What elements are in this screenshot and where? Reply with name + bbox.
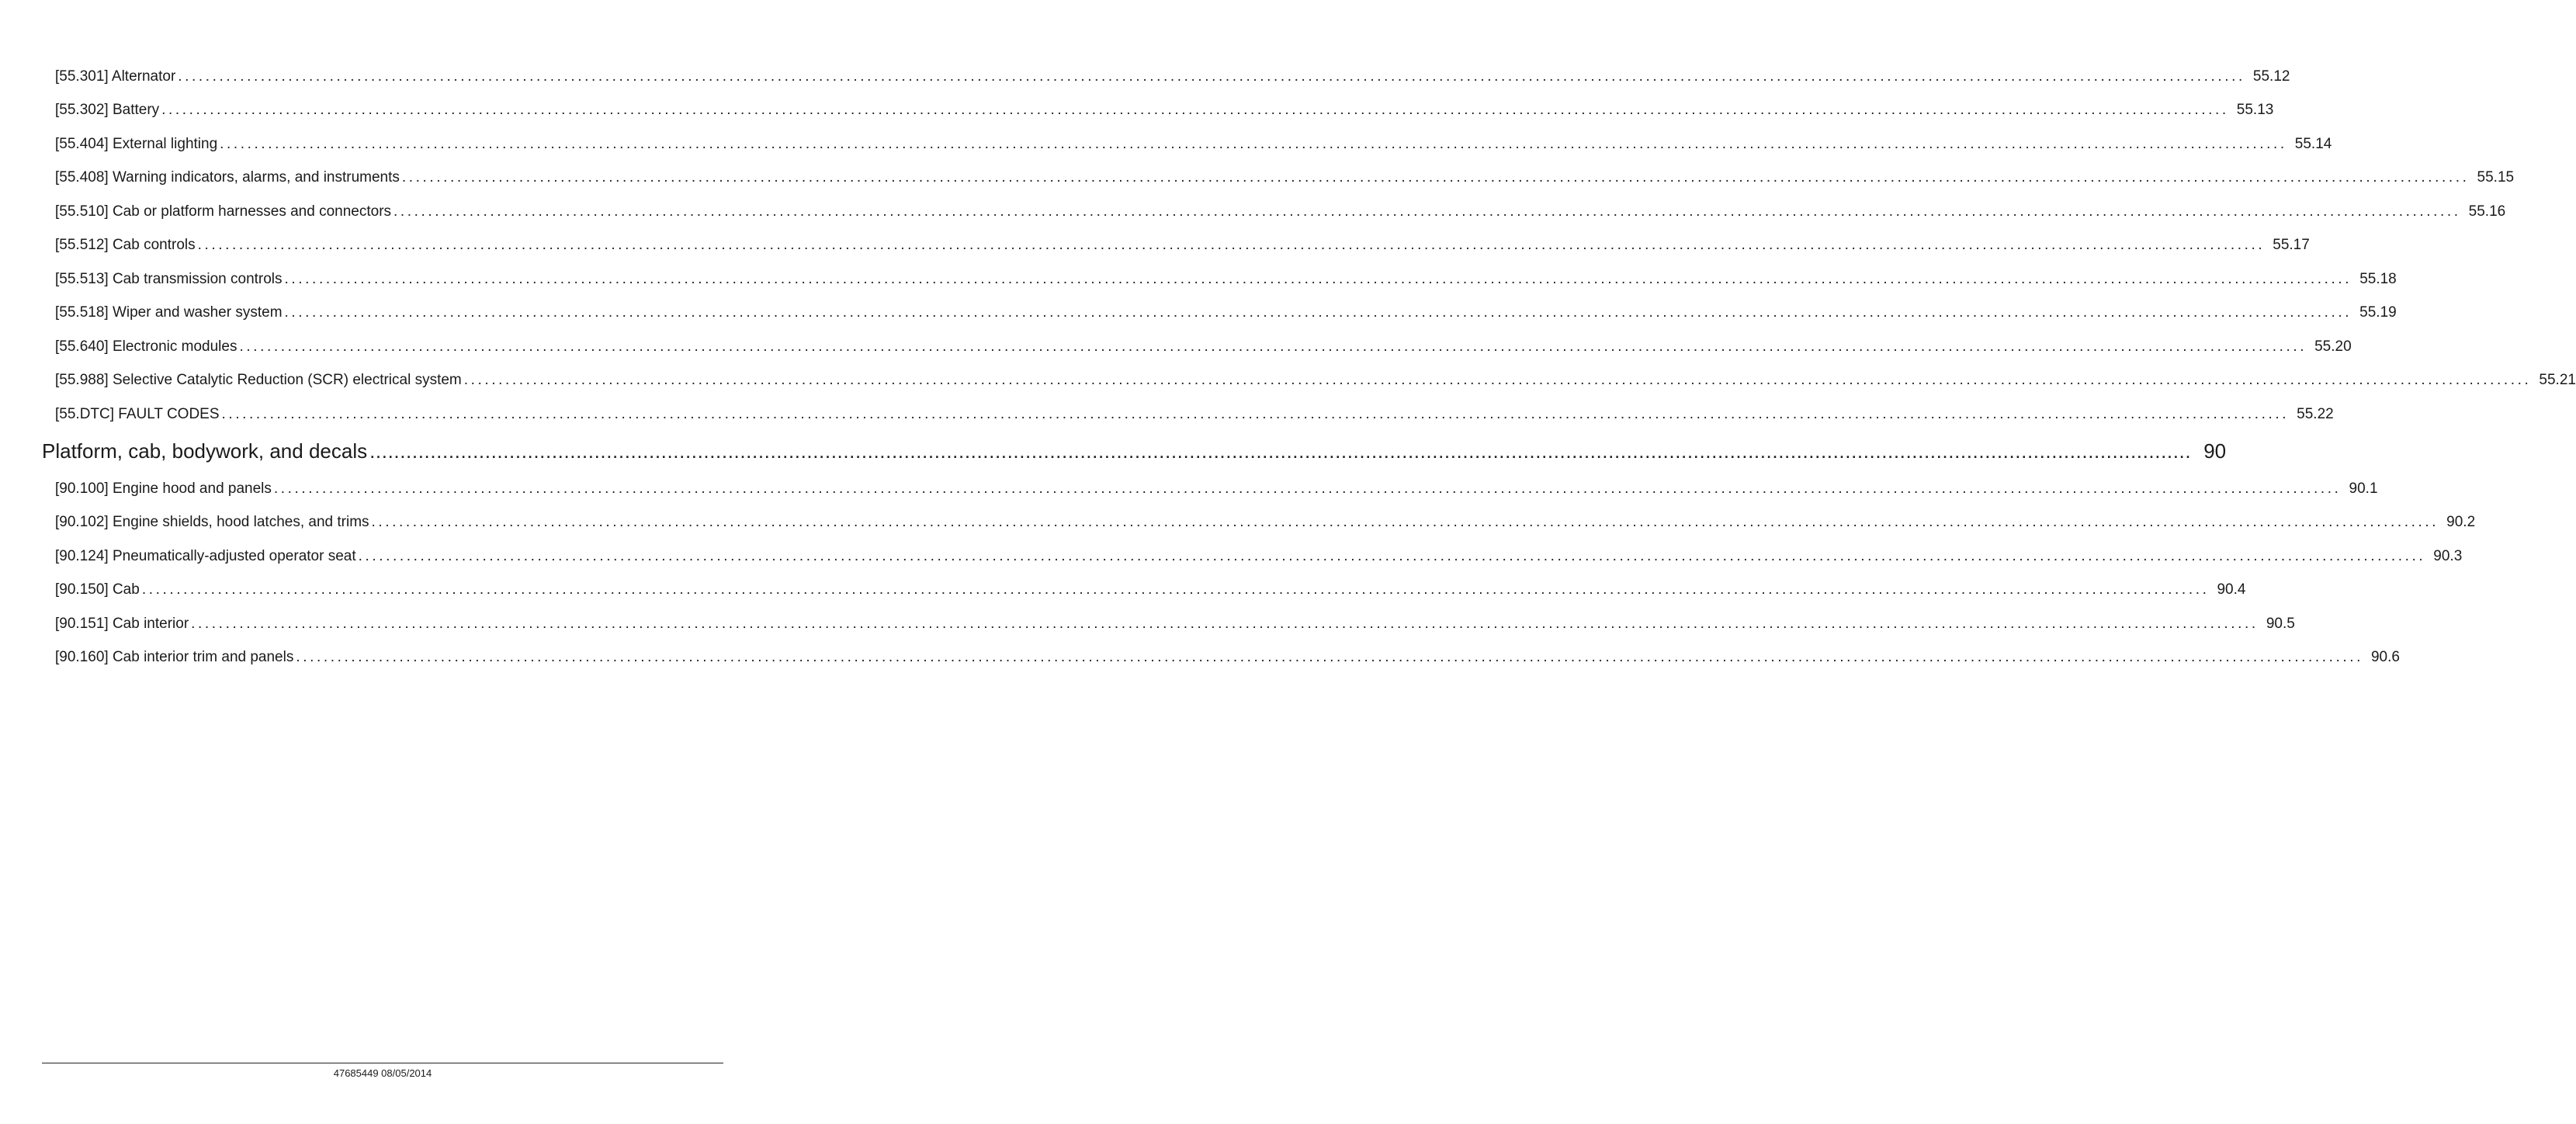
toc-entry[interactable]: [55, 514, 2476, 531]
toc-entry[interactable]: [55, 304, 2397, 321]
toc-entry[interactable]: [55, 480, 2378, 498]
toc-entry-title: [55.408] Warning indicators, alarms, and instruments: [55, 169, 400, 186]
footer-document-id: 47685449 08/05/2014: [333, 1067, 432, 1079]
toc-entry-title: Platform, cab, bodywork, and decals: [42, 439, 368, 463]
toc-dot-leader: ............................................................................................................................................................................................................................................................................................................: [221, 406, 2290, 422]
toc-dot-leader: ............................................................................................................................................................................................................................................................................................................: [197, 237, 2266, 253]
toc-entry[interactable]: [55, 203, 2506, 220]
toc-dot-leader: ............................................................................................................................................................................................................................................................................................................: [463, 372, 2532, 388]
toc-dot-leader: ............................................................................................................................................................................................................................................................................................................: [394, 203, 2461, 220]
toc-entry-page-number: 55.14: [2294, 136, 2332, 152]
toc-entry-page-number: 55.18: [2359, 271, 2397, 287]
toc-entry-page-number: 90.4: [2217, 581, 2246, 598]
toc-entry-page-number: 90.1: [2349, 480, 2378, 497]
toc-entry-title: [55.DTC] FAULT CODES: [55, 406, 220, 422]
toc-entry-page-number: 55.13: [2236, 102, 2274, 118]
toc-entry[interactable]: [55, 136, 2332, 153]
toc-dot-leader: ............................................................................................................................................................................................................................................................................................................: [239, 338, 2307, 355]
toc-entry[interactable]: [55, 68, 2290, 85]
toc-entry[interactable]: [55, 616, 2295, 633]
toc-entry[interactable]: [55, 102, 2274, 119]
toc-dot-leader: ............................................................................................................................................................................................................................................................................................................: [369, 439, 2192, 463]
toc-entry-title: [55.513] Cab transmission controls: [55, 271, 283, 287]
toc-dot-leader: ............................................................................................................................................................................................................................................................................................................: [141, 581, 2210, 598]
toc-entry-title: [55.988] Selective Catalytic Reduction (SCR) electrical system: [55, 372, 462, 388]
toc-entry-title: [90.160] Cab interior trim and panels: [55, 649, 294, 665]
toc-entry[interactable]: [55, 271, 2397, 288]
toc-dot-leader: ............................................................................................................................................................................................................................................................................................................: [401, 169, 2470, 186]
toc-entry-page-number: 90.2: [2446, 514, 2476, 530]
toc-entry-page-number: 55.16: [2468, 203, 2506, 220]
toc-entry-title: [90.151] Cab interior: [55, 616, 189, 632]
toc-dot-leader: ............................................................................................................................................................................................................................................................................................................: [296, 649, 2363, 665]
toc-dot-leader: ............................................................................................................................................................................................................................................................................................................: [284, 304, 2352, 321]
toc-entry[interactable]: [55, 581, 2246, 598]
toc-entry-page-number: 90.5: [2266, 616, 2295, 632]
toc-entry-page-number: 55.19: [2359, 304, 2397, 321]
toc-entry-title: [55.301] Alternator: [55, 68, 176, 85]
toc-dot-leader: ............................................................................................................................................................................................................................................................................................................: [273, 480, 2342, 497]
toc-entry-title: [55.518] Wiper and washer system: [55, 304, 283, 321]
toc-entry-title: [90.102] Engine shields, hood latches, and trims: [55, 514, 369, 530]
toc-entry-page-number: 55.21: [2539, 372, 2576, 388]
toc-dot-leader: ............................................................................................................................................................................................................................................................................................................: [161, 102, 2229, 118]
toc-dot-leader: ............................................................................................................................................................................................................................................................................................................: [371, 514, 2439, 530]
toc-dot-leader: ............................................................................................................................................................................................................................................................................................................: [191, 616, 2259, 632]
toc-entry-page-number: 55.15: [2477, 169, 2515, 186]
toc-dot-leader: ............................................................................................................................................................................................................................................................................................................: [358, 548, 2426, 564]
toc-entry-page-number: 55.20: [2314, 338, 2352, 355]
toc-entry-page-number: 55.22: [2297, 406, 2334, 422]
toc-entry-title: [55.404] External lighting: [55, 136, 218, 152]
toc-section-entry[interactable]: [42, 439, 2227, 463]
toc-entry[interactable]: [55, 406, 2334, 423]
toc-dot-leader: ............................................................................................................................................................................................................................................................................................................: [178, 68, 2245, 85]
toc-entry-page-number: 55.17: [2273, 237, 2310, 253]
toc-dot-leader: ............................................................................................................................................................................................................................................................................................................: [284, 271, 2352, 287]
toc-entry-page-number: 55.12: [2252, 68, 2290, 85]
toc-entry-title: [90.100] Engine hood and panels: [55, 480, 272, 497]
toc-entry-page-number: 90: [2203, 439, 2227, 463]
toc-entry-title: [55.302] Battery: [55, 102, 160, 118]
toc-entry[interactable]: [55, 169, 2515, 186]
toc-dot-leader: ............................................................................................................................................................................................................................................................................................................: [220, 136, 2287, 152]
toc-entry[interactable]: [55, 372, 2576, 389]
toc-entry[interactable]: [55, 338, 2352, 356]
toc-entry[interactable]: [55, 237, 2310, 254]
toc-entry-title: [55.640] Electronic modules: [55, 338, 237, 355]
toc-entry-page-number: 90.3: [2433, 548, 2463, 564]
toc-entry-title: [90.124] Pneumatically-adjusted operator seat: [55, 548, 356, 564]
toc-entry[interactable]: [55, 649, 2400, 666]
toc-entry-title: [55.510] Cab or platform harnesses and connectors: [55, 203, 392, 220]
toc-entry-title: [55.512] Cab controls: [55, 237, 196, 253]
toc-entry-title: [90.150] Cab: [55, 581, 140, 598]
toc-entry-page-number: 90.6: [2370, 649, 2400, 665]
toc-entry[interactable]: [55, 548, 2463, 565]
